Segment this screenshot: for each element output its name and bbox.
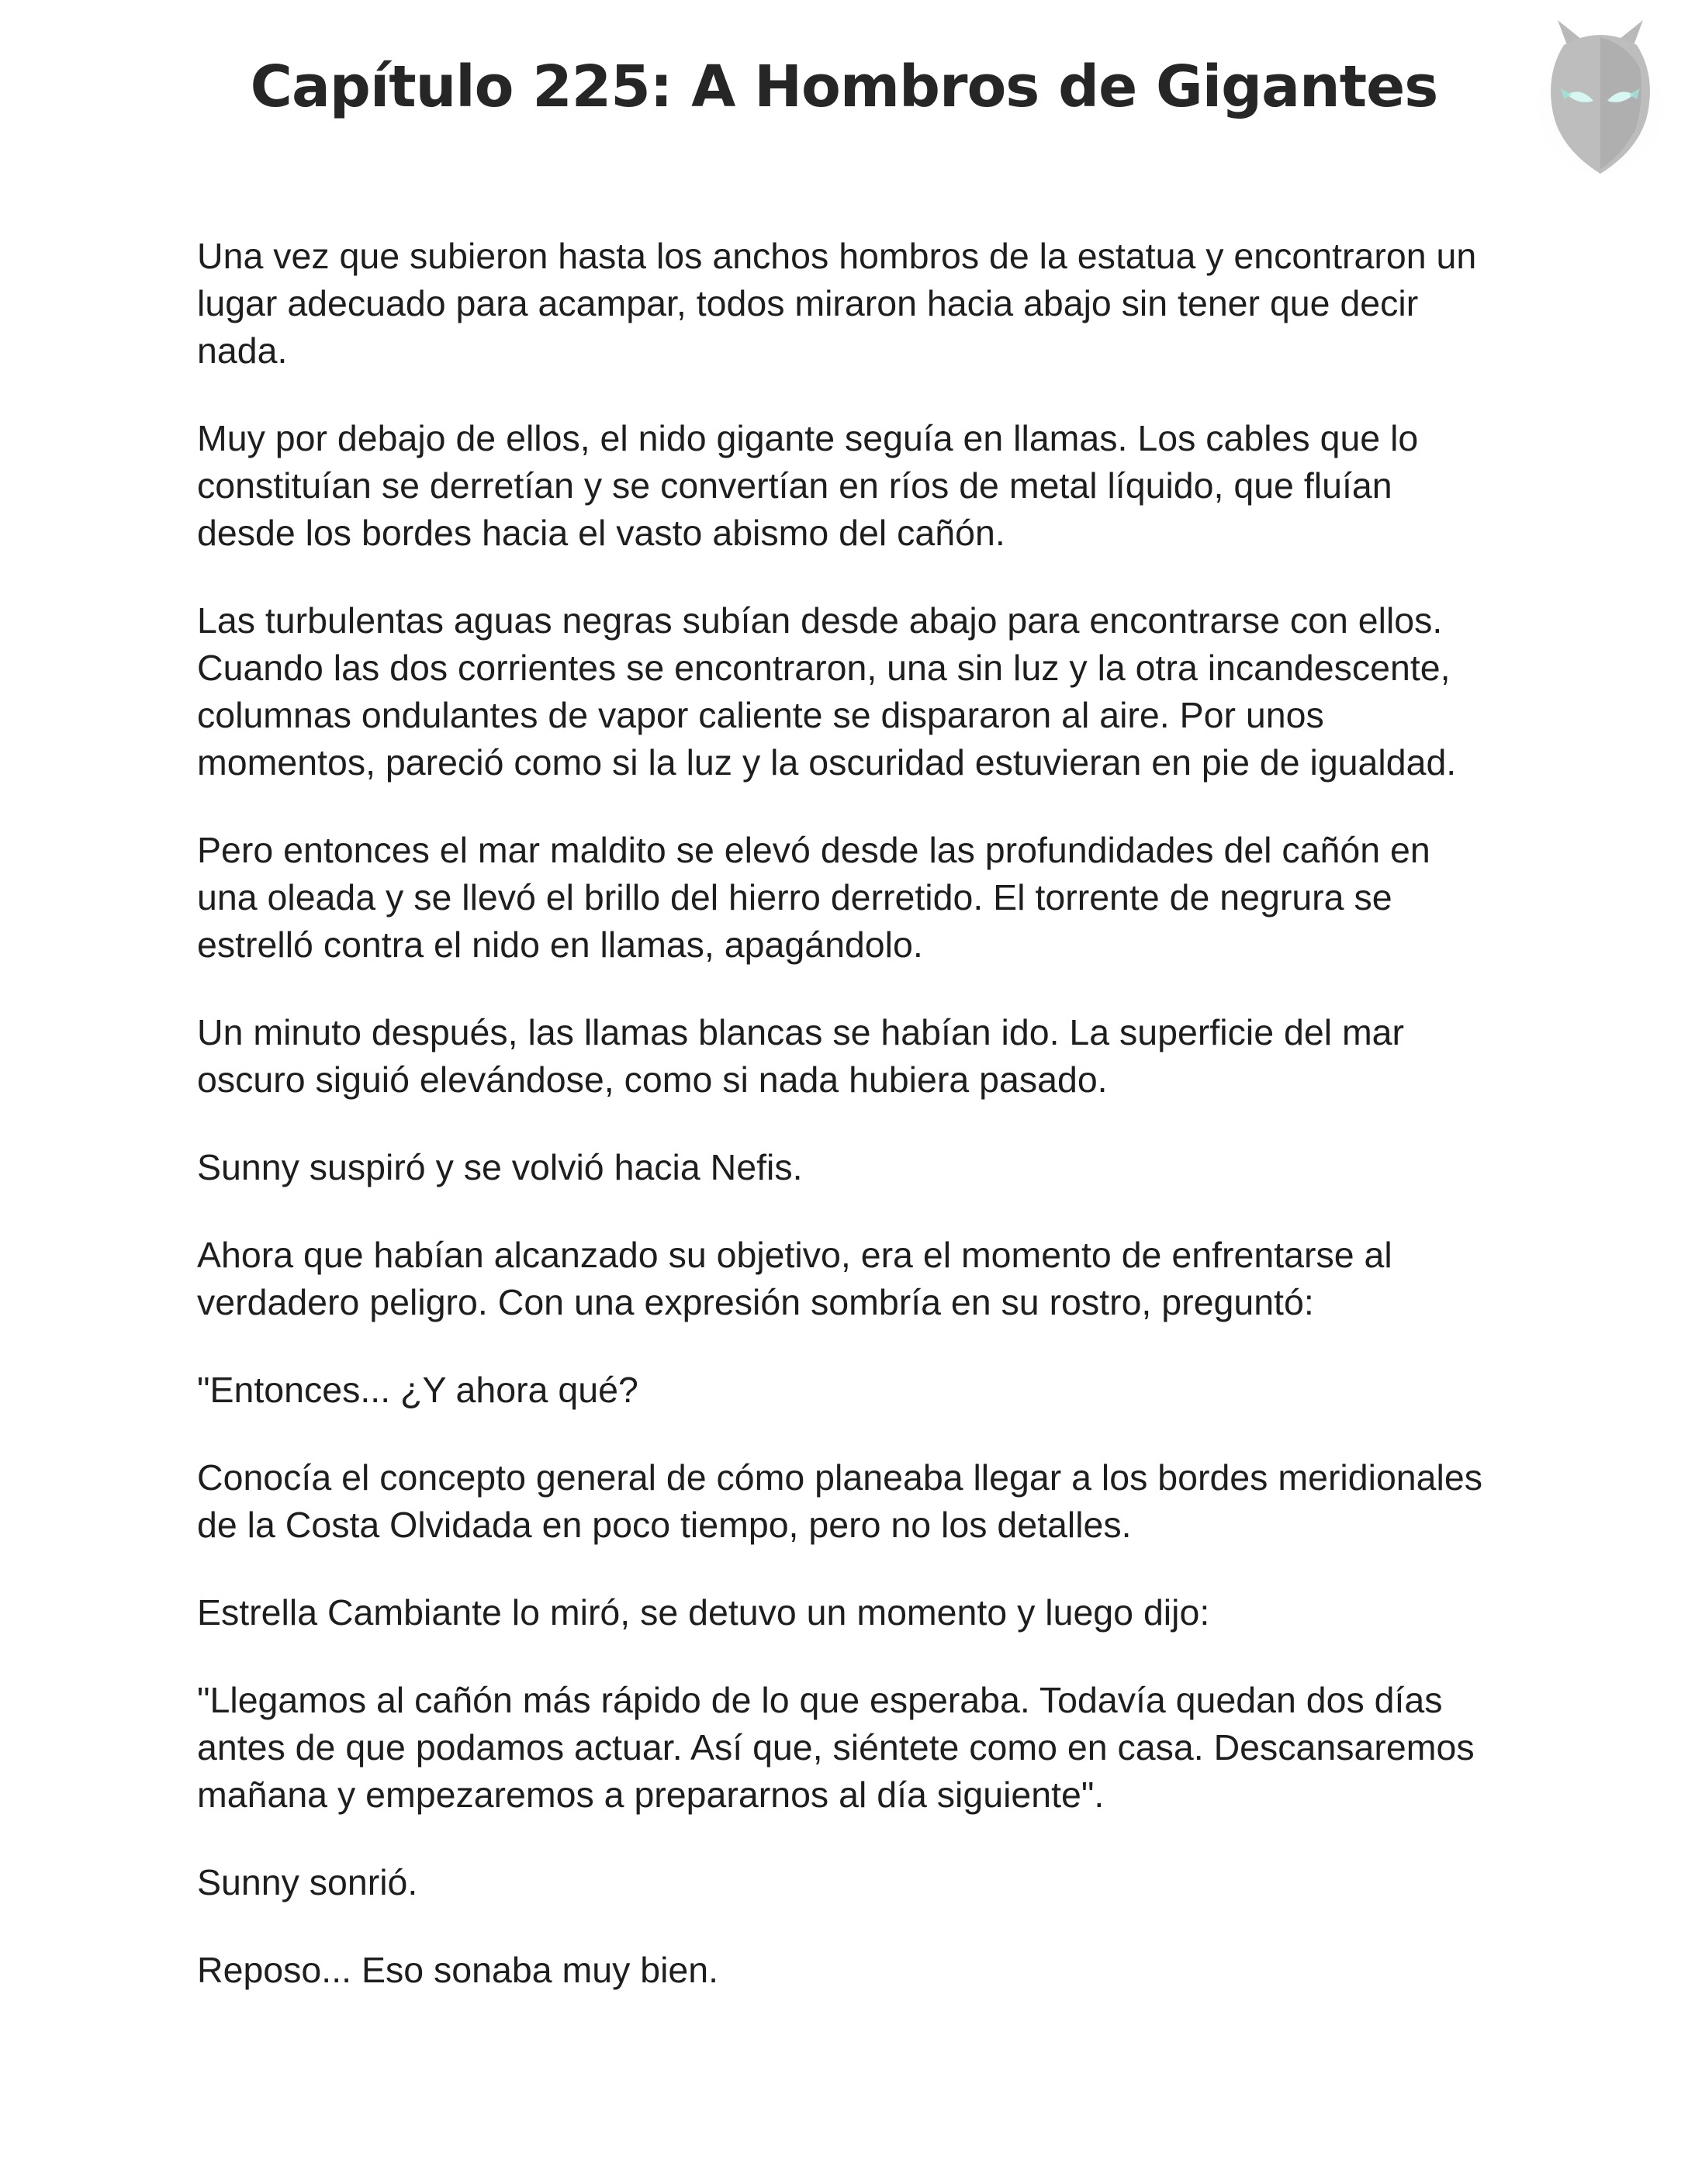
paragraph: Sunny sonrió. (197, 1862, 418, 1902)
paragraph: Reposo... Eso sonaba muy bien. (197, 1950, 719, 1990)
paragraph: Conocía el concepto general de cómo planeaba llegar a los bordes meridionales de la Costa Olvidada en poco tiempo, pero no los detalles. (197, 1457, 1482, 1545)
paragraph: Ahora que habían alcanzado su objetivo, era el momento de enfrentarse al verdadero peligro. Con una expresión sombría en su rostro, preguntó: (197, 1235, 1392, 1322)
chapter-body (197, 233, 1500, 2034)
paragraph: Sunny suspiró y se volvió hacia Nefis. (197, 1147, 803, 1187)
paragraph: Las turbulentas aguas negras subían desde abajo para encontrarse con ellos. Cuando las dos corrientes se encontraron, una sin luz y la otra incandescente, columnas ondulantes de vapor caliente se dispararon al aire. Por unos momentos, pareció como si la luz y la oscuridad estuvieran en pie de igualdad. (197, 600, 1457, 783)
paragraph: "Llegamos al cañón más rápido de lo que esperaba. Todavía quedan dos días antes de que podamos actuar. Así que, siéntete como en casa. Descansaremos mañana y empezaremos a prepararnos al día siguiente". (197, 1680, 1475, 1815)
paragraph: Pero entonces el mar maldito se elevó desde las profundidades del cañón en una oleada y se llevó el brillo del hierro derretido. El torrente de negrura se estrelló contra el nido en llamas, apagándolo. (197, 830, 1430, 965)
paragraph: Estrella Cambiante lo miró, se detuvo un momento y luego dijo: (197, 1592, 1210, 1633)
paragraph: Una vez que subieron hasta los anchos hombros de la estatua y encontraron un lugar adecuado para acampar, todos miraron hacia abajo sin tener que decir nada. (197, 236, 1477, 371)
paragraph: "Entonces... ¿Y ahora qué? (197, 1370, 638, 1410)
paragraph: Un minuto después, las llamas blancas se habían ido. La superficie del mar oscuro siguió elevándose, como si nada hubiera pasado. (197, 1012, 1405, 1100)
paragraph: Muy por debajo de ellos, el nido gigante seguía en llamas. Los cables que lo constituían se derretían y se convertían en ríos de metal líquido, que fluían desde los bordes hacia el vasto abismo del cañón. (197, 418, 1419, 553)
demon-head-logo-icon (1527, 14, 1674, 185)
chapter-title: Capítulo 225: A Hombros de Gigantes (250, 54, 1438, 120)
